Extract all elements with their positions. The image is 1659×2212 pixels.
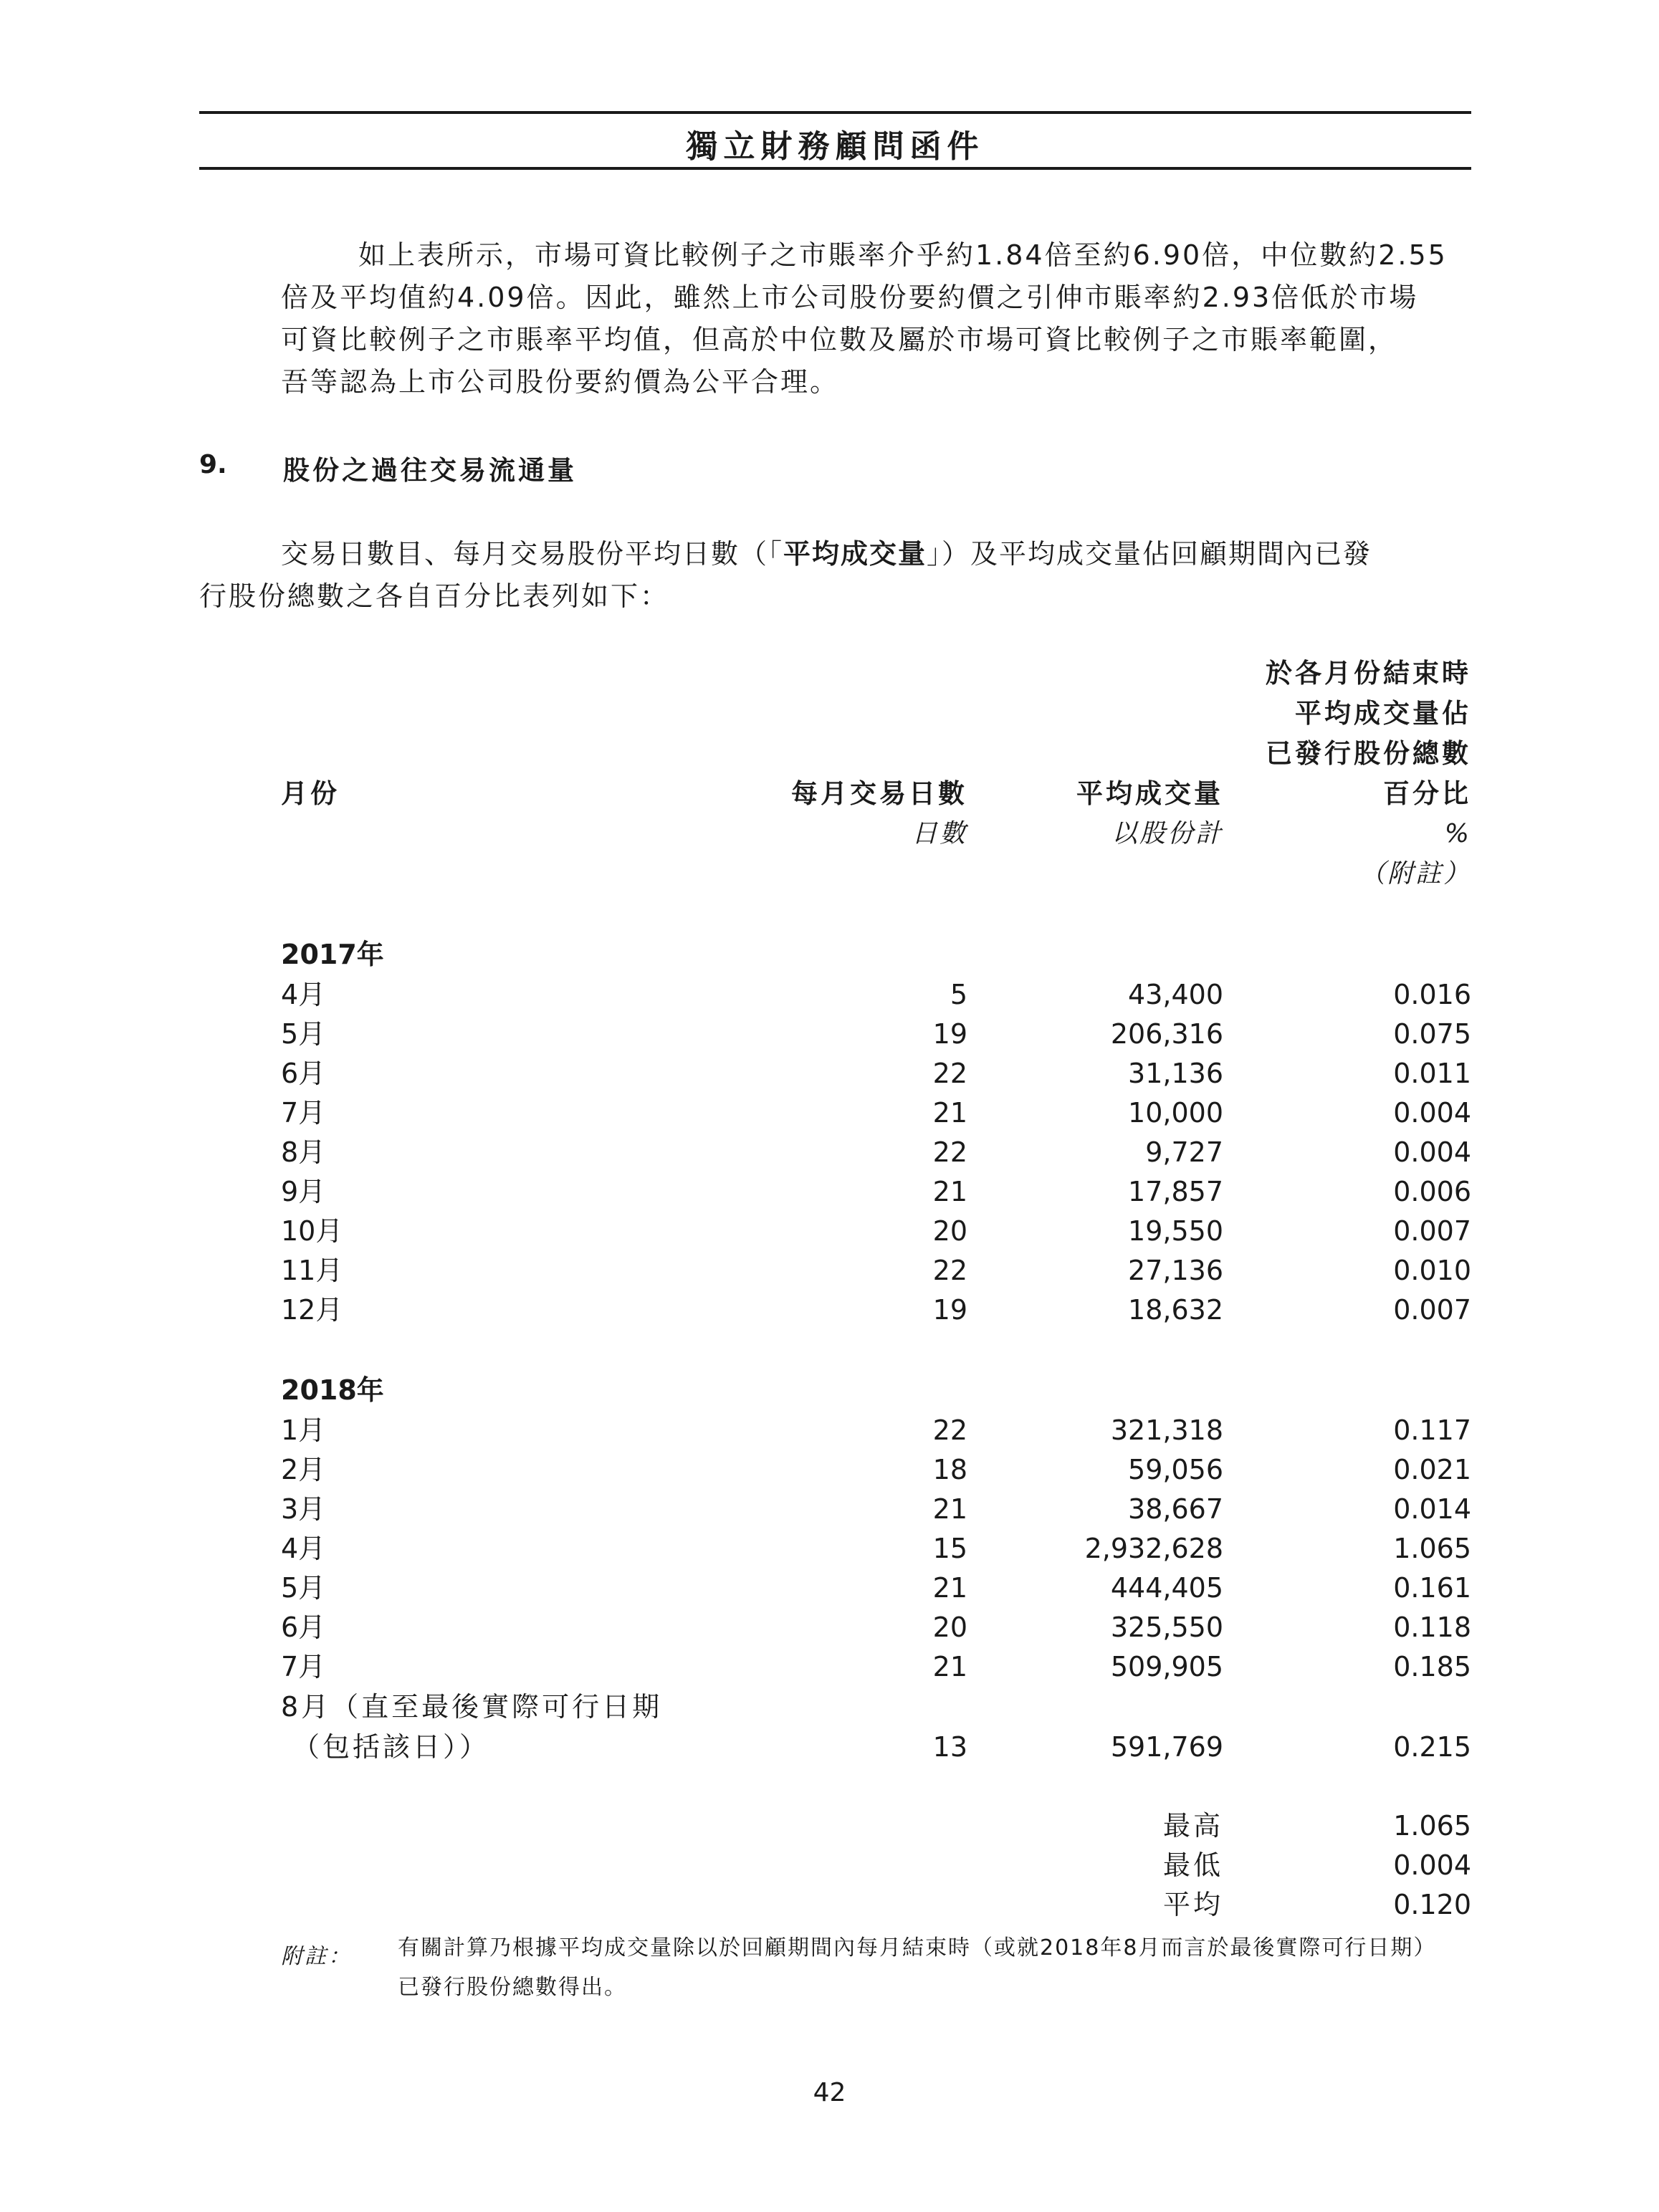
row-avg-volume: 325,550 [1110, 1612, 1223, 1643]
table-row [0, 1093, 1659, 1133]
row-pct: 0.117 [1393, 1414, 1471, 1446]
row-month: 12月 [281, 1294, 343, 1326]
stat-label: 最低 [1162, 1849, 1223, 1881]
stat-value: 0.120 [1393, 1889, 1471, 1920]
row-month: 8月 [281, 1136, 326, 1168]
row-avg-volume: 10,000 [1128, 1097, 1223, 1129]
table-row [0, 1053, 1659, 1093]
row-month-cont: （包括該日）） [292, 1731, 490, 1763]
row-avg-volume: 38,667 [1128, 1493, 1223, 1525]
row-pct: 0.185 [1393, 1651, 1471, 1682]
section-paragraph-text-a: 交易日數目、每月交易股份平均日數（「 [281, 538, 784, 570]
row-pct: 0.215 [1393, 1731, 1471, 1763]
intro-line-3: 可資比較例子之市賬率平均值，但高於中位數及屬於市場可資比較例子之市賬率範圍， [281, 324, 1398, 355]
row-days: 20 [932, 1215, 967, 1247]
row-pct: 0.016 [1393, 979, 1471, 1010]
row-days: 19 [932, 1018, 967, 1050]
row-avg-volume: 9,727 [1145, 1136, 1223, 1168]
intro-line-2: 倍及平均值約4.09倍。因此，雖然上市公司股份要約價之引伸市賬率約2.93倍低於市場 [281, 282, 1419, 313]
row-month: 4月 [281, 1533, 326, 1564]
stat-label: 最高 [1162, 1810, 1223, 1842]
row-pct: 0.118 [1393, 1612, 1471, 1643]
table-row [0, 1290, 1659, 1330]
row-days: 22 [932, 1058, 967, 1089]
year-heading-2018: 2018年 [281, 1374, 384, 1406]
row-month: 5月 [281, 1572, 326, 1604]
stat-value: 1.065 [1393, 1810, 1471, 1842]
header-pct-line-3: 已發行股份總數 [1266, 738, 1471, 769]
header-pct-line-2: 平均成交量佔 [1295, 698, 1471, 729]
section-paragraph-line-2: 行股份總數之各自百分比表列如下： [199, 580, 670, 612]
row-month: 8月（直至最後實際可行日期 [281, 1691, 663, 1723]
section-paragraph-bold-term: 平均成交量 [783, 538, 927, 570]
table-row [0, 1014, 1659, 1054]
row-days: 21 [932, 1176, 967, 1207]
table-row [0, 1211, 1659, 1251]
row-month: 10月 [281, 1215, 343, 1247]
year-heading-2017: 2017年 [281, 939, 384, 970]
row-avg-volume: 59,056 [1128, 1454, 1223, 1485]
unit-note-ref: （附註） [1359, 859, 1471, 889]
row-avg-volume: 206,316 [1110, 1018, 1223, 1050]
row-pct: 0.007 [1393, 1294, 1471, 1326]
row-days: 13 [932, 1731, 967, 1763]
section-number: 9. [199, 450, 227, 479]
row-avg-volume: 509,905 [1110, 1651, 1223, 1682]
row-month: 11月 [281, 1255, 343, 1286]
row-month: 7月 [281, 1097, 326, 1129]
page-number: 42 [813, 2078, 846, 2107]
header-top-rule [199, 111, 1471, 114]
unit-shares: 以股份計 [1111, 819, 1223, 848]
row-avg-volume: 444,405 [1110, 1572, 1223, 1604]
header-trading-days: 每月交易日數 [791, 778, 967, 809]
header-bottom-rule [199, 167, 1471, 170]
table-row [0, 1172, 1659, 1212]
header-average-volume: 平均成交量 [1076, 778, 1223, 809]
row-avg-volume: 19,550 [1128, 1215, 1223, 1247]
table-row [0, 1250, 1659, 1291]
intro-line-1: 如上表所示，市場可資比較例子之市賬率介乎約1.84倍至約6.90倍，中位數約2.55 [358, 239, 1448, 271]
row-days: 22 [932, 1414, 967, 1446]
row-avg-volume: 2,932,628 [1084, 1533, 1223, 1564]
row-days: 21 [932, 1572, 967, 1604]
note-line-2: 已發行股份總數得出。 [398, 1975, 627, 2000]
row-avg-volume: 31,136 [1128, 1058, 1223, 1089]
row-pct: 0.004 [1393, 1097, 1471, 1129]
row-pct: 0.007 [1393, 1215, 1471, 1247]
row-days: 22 [932, 1136, 967, 1168]
row-month: 6月 [281, 1612, 326, 1643]
row-month: 4月 [281, 979, 326, 1010]
row-pct: 0.004 [1393, 1136, 1471, 1168]
table-row [0, 1450, 1659, 1490]
page-header-title: 獨立財務顧問函件 [686, 128, 985, 165]
table-row-last-cont [0, 1727, 1659, 1767]
section-paragraph-line-1 [281, 534, 1372, 574]
table-row [0, 1489, 1659, 1529]
table-row [0, 1410, 1659, 1450]
row-pct: 0.075 [1393, 1018, 1471, 1050]
table-row [0, 1607, 1659, 1647]
row-days: 19 [932, 1294, 967, 1326]
row-avg-volume: 18,632 [1128, 1294, 1223, 1326]
row-month: 9月 [281, 1176, 326, 1207]
header-month: 月份 [281, 778, 340, 809]
row-month: 7月 [281, 1651, 326, 1682]
header-pct-line-4: 百分比 [1383, 778, 1471, 809]
row-days: 15 [932, 1533, 967, 1564]
row-days: 21 [932, 1097, 967, 1129]
row-days: 21 [932, 1493, 967, 1525]
row-days: 20 [932, 1612, 967, 1643]
note-line-1: 有關計算乃根據平均成交量除以於回顧期間內每月結束時（或就2018年8月而言於最後實際可行日期） [398, 1935, 1437, 1960]
row-month: 6月 [281, 1058, 326, 1089]
row-pct: 0.010 [1393, 1255, 1471, 1286]
row-days: 22 [932, 1255, 967, 1286]
row-pct: 0.014 [1393, 1493, 1471, 1525]
row-pct: 0.006 [1393, 1176, 1471, 1207]
row-avg-volume: 321,318 [1110, 1414, 1223, 1446]
row-month: 5月 [281, 1018, 326, 1050]
row-avg-volume: 43,400 [1128, 979, 1223, 1010]
unit-days: 日數 [911, 819, 967, 848]
header-pct-line-1: 於各月份結束時 [1266, 658, 1471, 689]
row-days: 18 [932, 1454, 967, 1485]
unit-percent: % [1444, 819, 1471, 848]
stat-label: 平均 [1162, 1889, 1223, 1920]
row-pct: 0.161 [1393, 1572, 1471, 1604]
table-row [0, 1528, 1659, 1569]
section-paragraph-text-b: 」）及平均成交量佔回顧期間內已發 [927, 538, 1372, 570]
note-label: 附註： [281, 1944, 352, 1969]
table-row [0, 975, 1659, 1015]
row-month: 2月 [281, 1454, 326, 1485]
row-pct: 0.021 [1393, 1454, 1471, 1485]
row-month: 1月 [281, 1414, 326, 1446]
table-row [0, 1647, 1659, 1687]
table-row [0, 1568, 1659, 1608]
intro-line-4: 吾等認為上市公司股份要約價為公平合理。 [281, 366, 840, 398]
row-pct: 1.065 [1393, 1533, 1471, 1564]
table-row-last [0, 1687, 1659, 1727]
row-days: 21 [932, 1651, 967, 1682]
table-row [0, 1132, 1659, 1172]
row-days: 5 [950, 979, 967, 1010]
row-pct: 0.011 [1393, 1058, 1471, 1089]
row-avg-volume: 17,857 [1128, 1176, 1223, 1207]
row-avg-volume: 591,769 [1110, 1731, 1223, 1763]
row-month: 3月 [281, 1493, 326, 1525]
row-avg-volume: 27,136 [1128, 1255, 1223, 1286]
section-title: 股份之過往交易流通量 [283, 455, 577, 486]
stat-value: 0.004 [1393, 1849, 1471, 1881]
